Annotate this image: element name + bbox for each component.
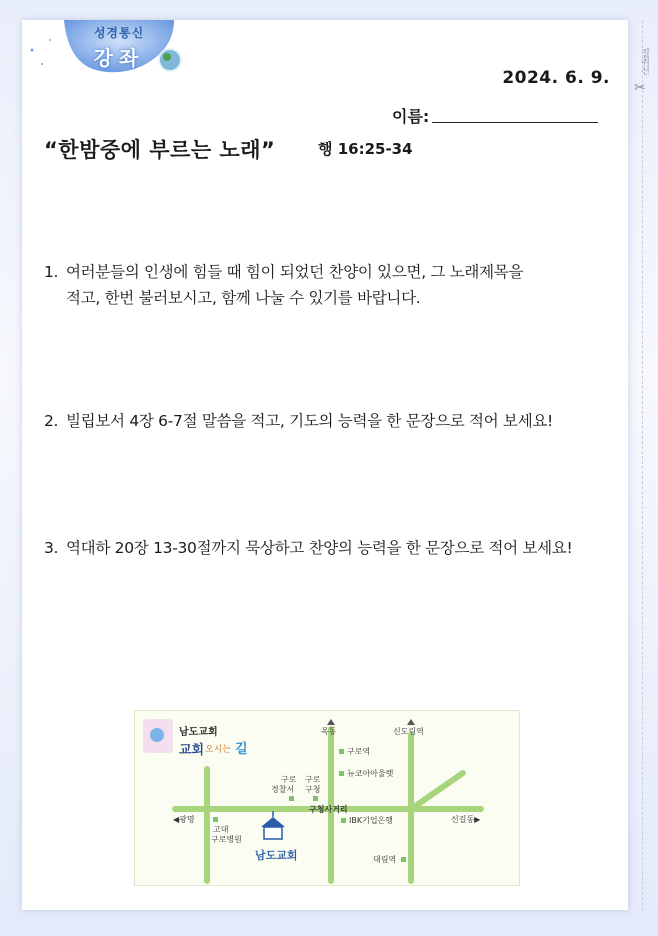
map-label-sindorim: 신도림역 (393, 727, 424, 736)
map-label-gwangmyeong: ◀광명 (173, 815, 195, 824)
cut-line-label: 절취선 (639, 48, 649, 75)
map-label-singil: 신길동▶ (451, 815, 481, 824)
map-heading-coming: 오시는 (205, 745, 232, 755)
question-2 (44, 408, 614, 434)
map-marker (213, 817, 218, 822)
map-label-mokdong: 목동 (321, 727, 337, 736)
name-label: 이름: (392, 107, 430, 126)
map-label-guro-police-2: 경찰서 (271, 785, 295, 794)
map-marker (339, 771, 344, 776)
lesson-title: “한밤중에 부르는 노래” (44, 138, 276, 162)
cut-line (642, 20, 643, 910)
map-marker (339, 749, 344, 754)
question-text: 빌립보서 4장 6-7절 말씀을 적고, 기도의 능력을 한 문장으로 적어 보세요! (66, 412, 553, 430)
map-heading-road: 길 (235, 742, 248, 757)
map-marker (341, 818, 346, 823)
map-label-guro-office-1: 구로 (305, 775, 321, 784)
map-label-guro-station: 구로역 (347, 747, 371, 756)
map-label-newcore: 뉴코아아울렛 (347, 769, 394, 778)
map-label-ibk: IBK기업은행 (349, 816, 394, 825)
map-label-guro-office-2: 구청 (305, 785, 321, 794)
question-1 (44, 259, 614, 311)
question-3 (44, 535, 614, 561)
scissors-icon: ✂ (634, 80, 646, 96)
map-marker (313, 796, 318, 801)
map-marker (401, 857, 406, 862)
logo-title: 강좌 (93, 46, 145, 70)
map-label-intersection: 구청사거리 (309, 805, 348, 814)
question-number: 2. (44, 412, 59, 430)
map-church-label: 남도교회 (179, 727, 218, 738)
course-logo (24, 20, 184, 78)
question-number: 3. (44, 539, 59, 557)
question-number: 1. (44, 263, 59, 281)
question-text: 역대하 20장 13-30절까지 묵상하고 찬양의 능력을 한 문장으로 적어 보세요! (66, 539, 573, 557)
church-directions-map (134, 710, 520, 886)
logo-subtitle: 성경통신 (93, 26, 145, 40)
map-heading-church: 교회 (179, 743, 205, 758)
scripture-reference: 행 16:25-34 (318, 140, 413, 158)
question-text-continued: 적고, 한번 불러보시고, 함께 나눌 수 있기를 바랍니다. (66, 289, 421, 307)
question-text: 여러분들의 인생에 힘들 때 힘이 되었던 찬양이 있으면, 그 노래제목을 (66, 263, 524, 281)
map-label-daerim: 대림역 (373, 855, 397, 864)
date: 2024. 6. 9. (502, 68, 610, 88)
map-label-korea-univ-2: 구로병원 (211, 835, 242, 844)
map-church-name: 남도교회 (255, 849, 298, 862)
map-marker (289, 796, 294, 801)
map-label-guro-police-1: 구로 (281, 775, 297, 784)
map-label-korea-univ-1: 고대 (213, 825, 229, 834)
name-field[interactable] (432, 122, 598, 123)
